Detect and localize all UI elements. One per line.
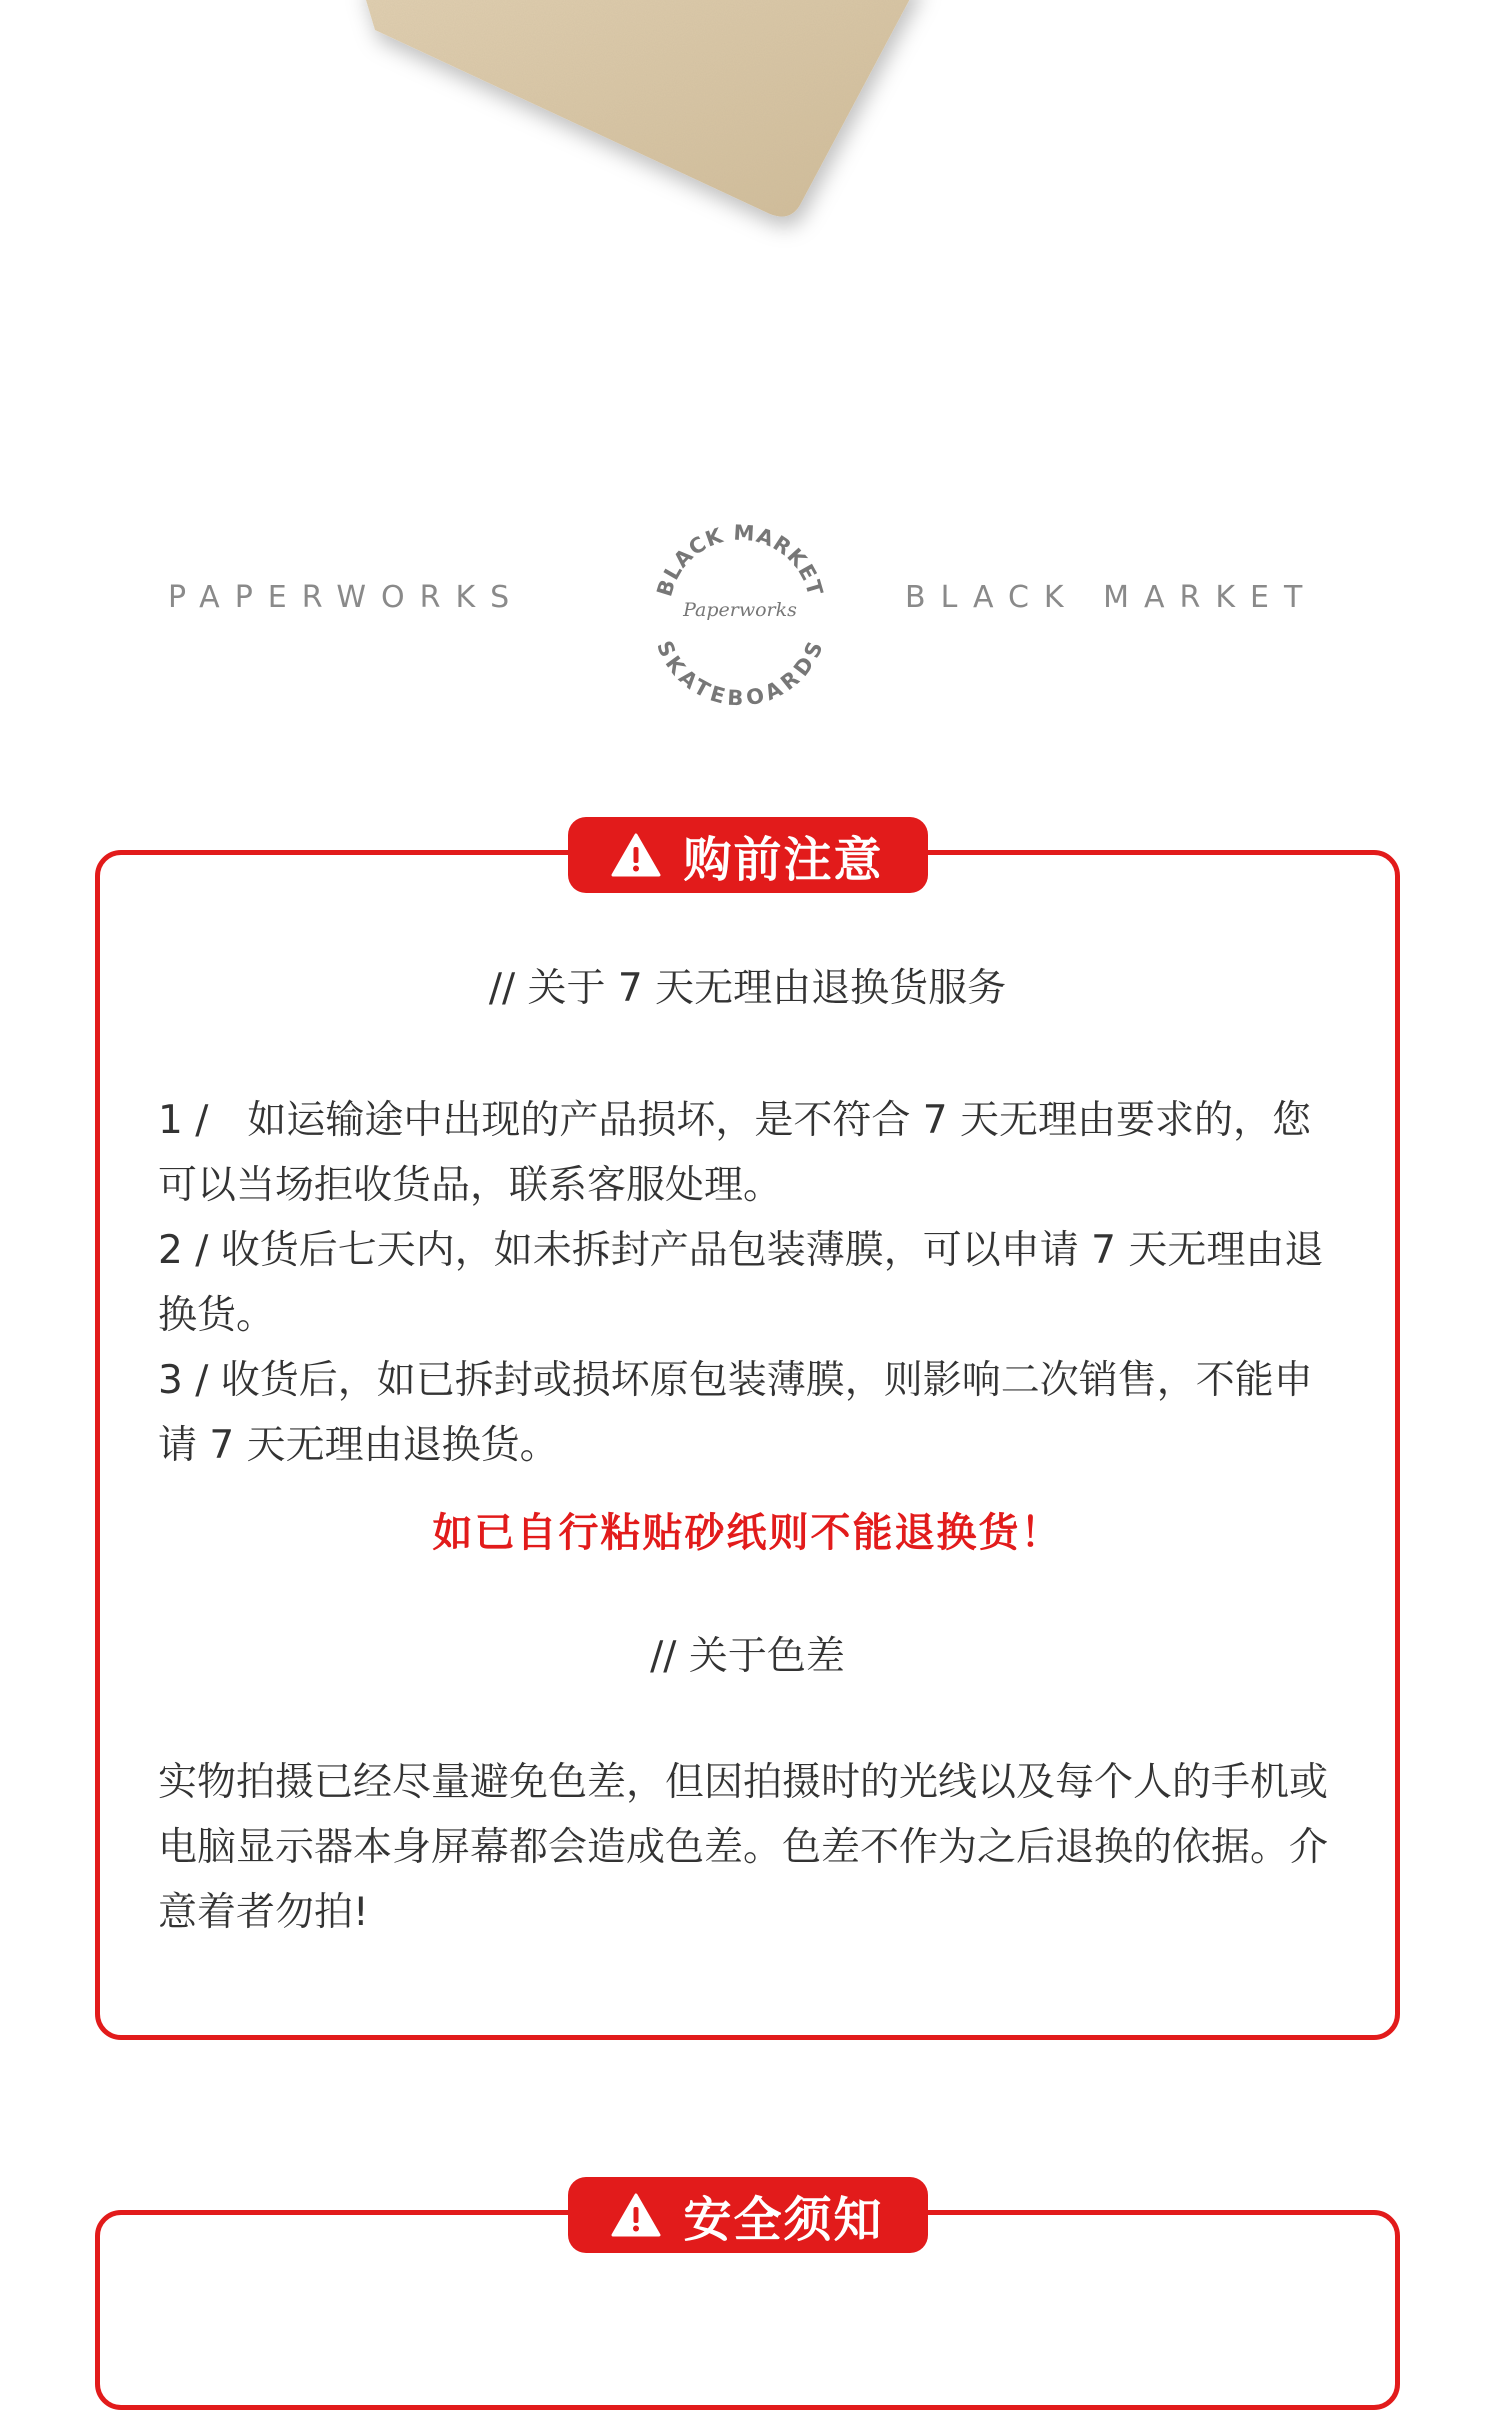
svg-text:BLACK MARKET: [652, 521, 827, 600]
return-policy-list: [158, 1088, 1343, 1478]
brand-black-market-text: BLACK MARKET: [905, 580, 1318, 615]
sandpaper-product-image: [0, 0, 1500, 260]
return-policy-item: 1 / 如运输途中出现的产品损坏，是不符合 7 天无理由要求的，您可以当场拒收货品，联系客服处理。: [158, 1098, 1311, 1208]
seal-bottom-text: SKATEBOARDS: [652, 637, 828, 710]
purchase-notice-title: 购前注意: [683, 831, 884, 888]
purchase-notice-box: [95, 831, 1400, 2040]
purchase-notice-tag: [568, 817, 928, 893]
sandpaper-no-return-warning: 如已自行粘贴砂纸则不能退换货！: [432, 1510, 1063, 1556]
safety-notice-tag: [568, 2177, 928, 2253]
safety-notice-box: [95, 2191, 1400, 2410]
color-difference-heading: // 关于色差: [650, 1634, 845, 1679]
color-difference-text: 实物拍摄已经尽量避免色差，但因拍摄时的光线以及每个人的手机或电脑显示器本身屏幕都会造成色差。色差不作为之后退换的依据。介意着者勿拍!: [158, 1760, 1329, 1935]
svg-text:SKATEBOARDS: [652, 637, 828, 710]
warning-icon: [611, 2193, 661, 2237]
warning-icon: [611, 833, 661, 877]
seal-top-text: BLACK MARKET: [652, 520, 828, 600]
brand-strip: [0, 490, 1500, 720]
return-policy-heading: // 关于 7 天无理由退换货服务: [488, 966, 1007, 1011]
brand-paperworks-text: PAPERWORKS: [168, 580, 525, 615]
seal-center-script: Paperworks: [683, 599, 797, 621]
return-policy-item: 3 / 收货后，如已拆封或损坏原包装薄膜，则影响二次销售，不能申请 7 天无理由退换货。: [158, 1358, 1313, 1468]
return-policy-item: 2 / 收货后七天内，如未拆封产品包装薄膜，可以申请 7 天无理由退换货。: [158, 1228, 1324, 1338]
black-market-seal-logo: [640, 510, 840, 710]
safety-notice-title: 安全须知: [683, 2191, 884, 2248]
